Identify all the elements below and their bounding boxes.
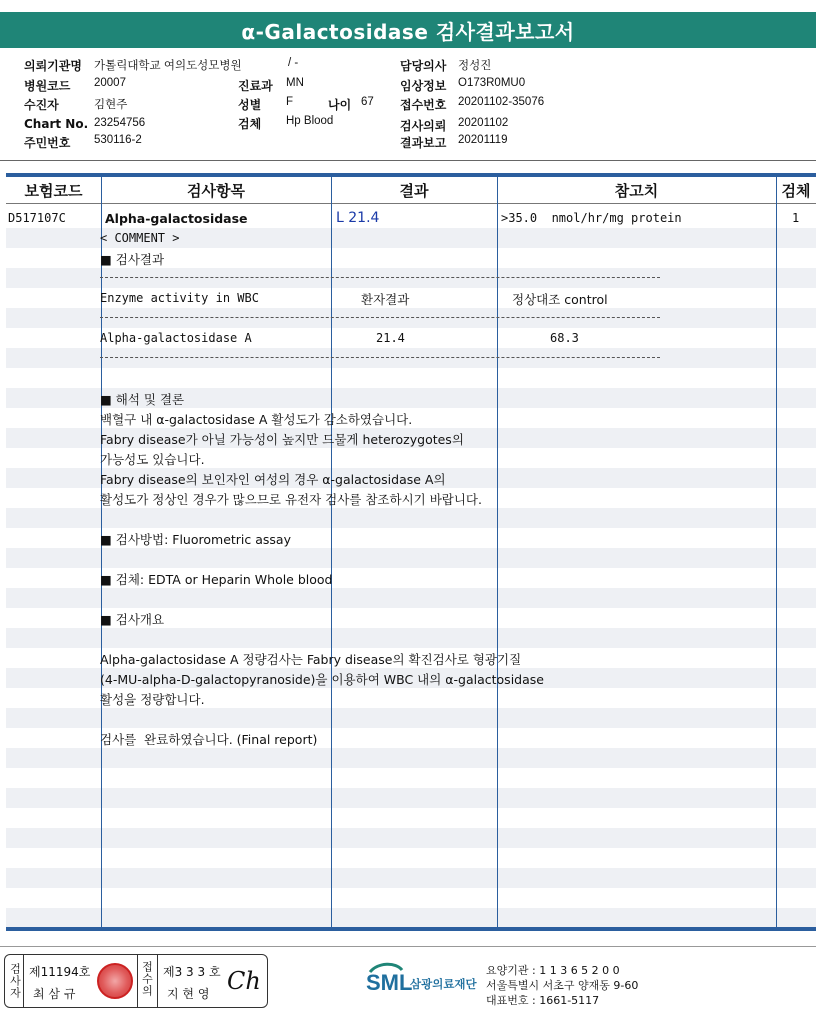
overview-line: Alpha-galactosidase A 정량검사는 Fabry disease의 확진검사로 형광기질 — [100, 652, 522, 667]
row-stripe — [6, 868, 816, 888]
label-clinical-info: 임상정보 — [400, 79, 447, 93]
cell-item: Alpha-galactosidase — [105, 211, 248, 226]
interpretation-line: Fabry disease의 보인자인 여성의 경우 α-galactosidase A의 — [100, 472, 446, 487]
row-stripe — [6, 628, 816, 648]
report-title: α-Galactosidase 검사결과보고서 — [0, 12, 816, 48]
interpretation-line: Fabry disease가 아닐 가능성이 높지만 드물게 heterozygotes의 — [100, 432, 464, 447]
row-stripe — [6, 708, 816, 728]
col-header-item: 검사항목 — [187, 181, 245, 200]
column-divider — [331, 177, 332, 927]
row-stripe — [6, 748, 816, 768]
label-resident-no: 주민번호 — [24, 136, 71, 150]
row-stripe — [6, 548, 816, 568]
value-specimen: Hp Blood — [286, 115, 334, 127]
overview-line: (4-MU-alpha-D-galactopyranoside)을 이용하여 WBC 내의 α-galactosidase — [100, 672, 544, 687]
header-left-1 — [24, 77, 126, 94]
enzyme-patient-value: 21.4 — [376, 331, 405, 345]
method-line: ■ 검사방법: Fluorometric assay — [100, 532, 291, 547]
header-left-3 — [24, 117, 146, 131]
column-divider — [101, 177, 102, 927]
dashed-rule — [100, 277, 660, 278]
value-resident-no: 530116-2 — [94, 134, 142, 146]
sml-org-name: 삼광의료재단 — [410, 977, 477, 991]
enzyme-control-value: 68.3 — [550, 331, 579, 345]
comment-tag: < COMMENT > — [100, 231, 180, 245]
value-department: MN — [286, 77, 304, 89]
col-header-reference: 참고치 — [614, 181, 659, 200]
interpretation-line: 가능성도 있습니다. — [100, 452, 205, 467]
value-report-date: 20201119 — [458, 134, 508, 146]
header-left-4 — [24, 134, 142, 151]
approver-signature: Ch — [227, 967, 261, 995]
box-divider — [137, 955, 138, 1007]
row-stripe — [6, 308, 816, 328]
enzyme-analyte: Alpha-galactosidase A — [100, 331, 252, 345]
column-divider — [497, 177, 498, 927]
header-right-1 — [400, 77, 526, 94]
results-table — [6, 173, 816, 931]
value-age: 67 — [361, 96, 374, 108]
phone-number: 대표번호 : 1661-5117 — [486, 994, 600, 1007]
label-chart-no: Chart No. — [24, 117, 89, 131]
header-mid-0 — [238, 77, 304, 94]
row-stripe — [6, 828, 816, 848]
row-stripe — [6, 348, 816, 368]
result-flag: L — [336, 210, 344, 226]
cell-result — [336, 210, 379, 226]
footer-divider — [0, 946, 816, 947]
header-right-0 — [400, 57, 492, 74]
label-age: 나이 — [328, 98, 352, 112]
header-right-2 — [400, 96, 545, 113]
value-receipt-no: 20201102-35076 — [458, 96, 545, 108]
inspector-license: 제11194호 — [29, 965, 91, 979]
value-dept-ward: / - — [288, 57, 299, 69]
label-patient: 수진자 — [24, 98, 59, 112]
row-stripe — [6, 588, 816, 608]
header-right-3 — [400, 117, 509, 134]
label-institution: 의뢰기관명 — [24, 59, 82, 73]
enzyme-table-label: Enzyme activity in WBC — [100, 291, 259, 305]
result-value: 21.4 — [348, 210, 380, 226]
row-stripe — [6, 908, 816, 928]
box-divider — [157, 955, 158, 1007]
section-results-heading: ■ 검사결과 — [100, 252, 165, 267]
header-age — [328, 96, 374, 113]
col-header-specimen: 검체 — [781, 181, 811, 200]
label-specimen: 검체 — [238, 117, 262, 131]
address: 서울특별시 서초구 양재동 9-60 — [486, 979, 639, 992]
inspector-label-text: 검사자 — [8, 963, 22, 999]
col-header-code: 보험코드 — [24, 181, 83, 200]
label-department: 진료과 — [238, 79, 273, 93]
value-hospital-code: 20007 — [94, 77, 126, 89]
approver-name: 지 현 영 — [167, 987, 210, 1001]
header-right-4 — [400, 134, 508, 151]
label-request-date: 검사의뢰 — [400, 119, 447, 133]
section-overview-heading: ■ 검사개요 — [100, 612, 165, 627]
column-divider — [776, 177, 777, 927]
cell-specimen: 1 — [792, 211, 800, 225]
official-seal — [97, 963, 133, 999]
enzyme-table-patient-header: 환자결과 — [361, 292, 410, 307]
value-chart-no: 23254756 — [94, 117, 146, 129]
approver-label-text: 접수의 — [140, 961, 154, 997]
header-divider — [0, 160, 816, 161]
final-report-line: 검사를 완료하였습니다. (Final report) — [100, 732, 318, 747]
label-sex: 성별 — [238, 98, 262, 112]
row-stripe — [6, 268, 816, 288]
header-mid-2 — [238, 115, 334, 132]
value-sex: F — [286, 96, 294, 108]
inspector-label — [9, 963, 21, 1001]
header-left-0 — [24, 57, 242, 74]
interpretation-line: 활성도가 정상인 경우가 많으므로 유전자 검사를 참조하시기 바랍니다. — [100, 492, 482, 507]
label-receipt-no: 접수번호 — [400, 98, 447, 112]
header-left-2 — [24, 96, 128, 113]
interpretation-line: 백혈구 내 α-galactosidase A 활성도가 감소하였습니다. — [100, 412, 413, 427]
table-header-rule — [6, 203, 816, 204]
value-request-date: 20201102 — [458, 117, 509, 129]
label-report-date: 결과보고 — [400, 136, 447, 150]
box-divider — [23, 955, 24, 1007]
label-physician: 담당의사 — [400, 59, 447, 73]
row-stripe — [6, 788, 816, 808]
approver-label — [141, 961, 153, 999]
cell-code: D517107C — [8, 211, 66, 225]
label-hospital-code: 병원코드 — [24, 79, 71, 93]
row-stripe — [6, 508, 816, 528]
col-header-result: 결과 — [399, 181, 429, 200]
sml-logo-text: SML — [366, 970, 413, 995]
dashed-rule — [100, 317, 660, 318]
value-clinical-info: O173R0MU0 — [458, 77, 526, 89]
institution-number: 요양기관 : 1 1 3 6 5 2 0 0 — [486, 964, 620, 977]
signature-box — [4, 954, 268, 1008]
table-bottom-rule — [6, 927, 816, 931]
specimen-line: ■ 검체: EDTA or Heparin Whole blood — [100, 572, 333, 587]
header-mid-1 — [238, 96, 294, 113]
cell-reference: >35.0 nmol/hr/mg protein — [501, 211, 682, 225]
overview-line: 활성을 정량합니다. — [100, 692, 205, 707]
inspector-name: 최 삼 규 — [33, 987, 76, 1001]
dashed-rule — [100, 357, 660, 358]
table-top-rule — [6, 173, 816, 177]
section-interpretation-heading: ■ 해석 및 결론 — [100, 392, 185, 407]
approver-license: 제3 3 3 호 — [163, 965, 221, 979]
value-patient: 김현주 — [94, 99, 128, 111]
value-physician: 정성진 — [458, 60, 492, 72]
value-institution: 가톨릭대학교 여의도성모병원 — [94, 60, 242, 72]
enzyme-table-control-header: 정상대조 control — [512, 292, 608, 307]
